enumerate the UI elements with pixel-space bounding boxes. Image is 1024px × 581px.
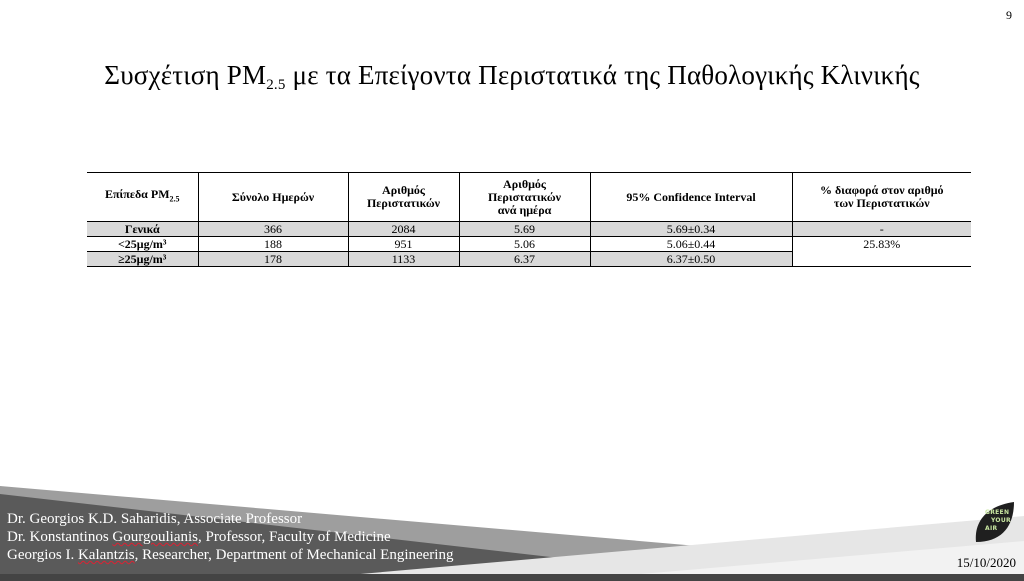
header-cases-per-day: Αριθμός Περιστατικών ανά ημέρα — [459, 173, 590, 222]
table-row — [87, 237, 971, 252]
logo-text: GREEN YOUR AIR — [985, 509, 1011, 532]
header-cases: Αριθμός Περιστατικών — [348, 173, 459, 222]
pm25-cases-table — [87, 172, 971, 267]
title-prefix: Συσχέτιση PM — [104, 60, 267, 90]
footer-date: 15/10/2020 — [956, 555, 1016, 570]
row-label: <25μg/m³ — [87, 237, 198, 252]
cell-ci: 5.69±0.34 — [590, 222, 792, 237]
cell-cases: 951 — [348, 237, 459, 252]
cell-cases: 2084 — [348, 222, 459, 237]
author-line-1: Dr. Georgios K.D. Saharidis, Associate Professor — [7, 511, 303, 527]
footer-authors — [7, 510, 453, 564]
cell-diff: 25.83% — [792, 237, 971, 267]
cell-cases: 1133 — [348, 252, 459, 267]
table-header-row — [87, 173, 971, 222]
cell-days: 188 — [198, 237, 348, 252]
row-label: Γενικά — [87, 222, 198, 237]
header-pm-level: Επίπεδα $PM_{2.5}$ — [87, 173, 198, 222]
cell-per-day: 5.69 — [459, 222, 590, 237]
title-subscript: 2.5 — [266, 77, 286, 93]
header-confidence-interval: 95% Confidence Interval — [590, 173, 792, 222]
table-row — [87, 222, 971, 237]
cell-per-day: 6.37 — [459, 252, 590, 267]
header-total-days: Σύνολο Ημερών — [198, 173, 348, 222]
author-line-3: Georgios I. Kalantzis, Researcher, Department of Mechanical Engineering — [7, 547, 454, 563]
green-your-air-logo — [972, 500, 1016, 546]
footer — [0, 486, 1024, 581]
slide-title — [0, 60, 1024, 94]
cell-ci: 5.06±0.44 — [590, 237, 792, 252]
cell-ci: 6.37±0.50 — [590, 252, 792, 267]
header-percent-difference: % διαφορά στον αριθμό των Περιστατικών — [792, 173, 971, 222]
author-line-2: Dr. Konstantinos Gourgoulianis, Professor, Faculty of Medicine — [7, 529, 391, 545]
page-number: 9 — [1006, 8, 1012, 22]
title-suffix: με τα Επείγοντα Περιστατικά της Παθολογικής Κλινικής — [285, 60, 920, 90]
cell-days: 366 — [198, 222, 348, 237]
cell-per-day: 5.06 — [459, 237, 590, 252]
row-label: ≥25μg/m³ — [87, 252, 198, 267]
cell-diff: - — [792, 222, 971, 237]
cell-days: 178 — [198, 252, 348, 267]
